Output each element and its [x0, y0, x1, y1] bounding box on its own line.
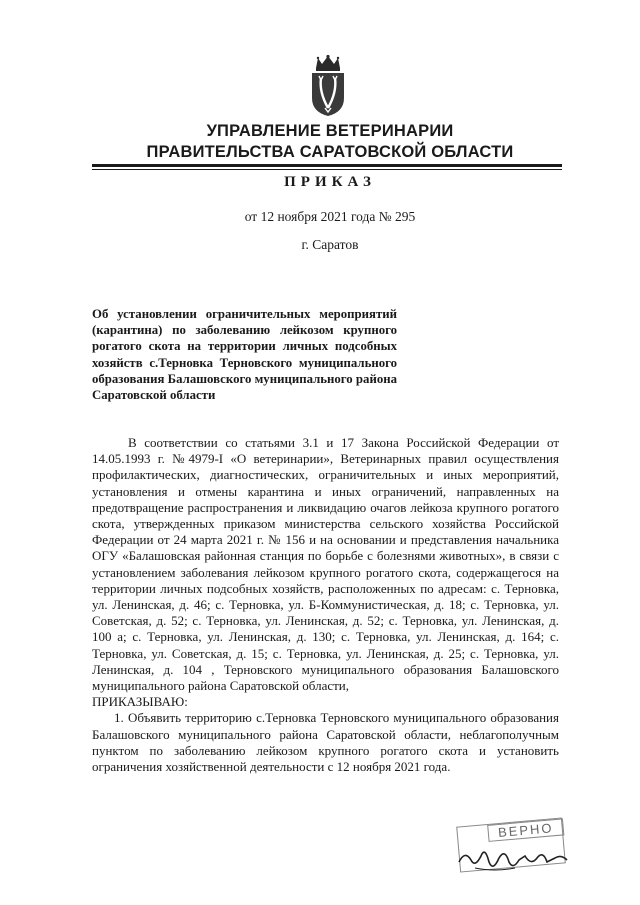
header-divider — [92, 164, 562, 167]
order-item-1: 1. Объявить территорию с.Терновка Терновского муниципального образования Балашовского муниципального района Саратовской области, неблагополучным пунктом по заболеванию лейкозом крупного рогатого скота и установить ограничения хозяйственной деятельности с 12 ноября 2021 года. — [92, 710, 559, 775]
org-line-2: ПРАВИТЕЛЬСТВА САРАТОВСКОЙ ОБЛАСТИ — [146, 143, 514, 161]
document-body — [92, 435, 559, 775]
handwritten-signature — [455, 832, 575, 877]
document-date-number: от 12 ноября 2021 года № 295 — [244, 209, 416, 224]
stamp-text: ВЕРНО — [487, 818, 564, 842]
document-city: г. Саратов — [301, 237, 359, 252]
preamble-paragraph: В соответствии со статьями 3.1 и 17 Закона Российской Федерации от 14.05.1993 г. №4979-I «О ветеринарии», Ветеринарных правил осуществления профилактических, диагностических, ограничительных и иных мероприятий, установления и отмены карантина и иных ограничений, направленных на предотвращение распространения и ликвидацию очагов лейкоза крупного рогатого скота, утвержденных приказом министерства сельского хозяйства Российской Федерации от 24 марта 2021 г. № 156 и на основании и представления начальника ОГУ «Балашовская районная станция по борьбе с болезнями животных», в связи с установлением заболевания лейкозом крупного рогатого скота, содержащегося на территории личных подсобных хозяйств, расположенных по адресам: с. Терновка, ул. Ленинская, д. 46; с. Терновка, ул. Б-Коммунистическая, д. 18; с. Терновка, ул. Советская, д. 52; с. Терновка, ул. Ленинская, д. 52; с. Терновка, ул. Ленинская, д. 100 а; с. Терновка, ул. Ленинская, д. 130; с. Терновка, ул. Ленинская, д. 164; с. Терновка, ул. Советская, д. 15; с. Терновка, ул. Ленинская, д. 25; с. Терновка, ул. Ленинская, д. 104 , Терновского муниципального образования Балашовского муниципального района Саратовской области, — [92, 435, 559, 694]
header-divider-thin — [92, 169, 562, 170]
order-word: ПРИКАЗЫВАЮ: — [92, 694, 188, 710]
document-type: ПРИКАЗ — [284, 174, 376, 190]
saratov-coat-of-arms-icon — [308, 54, 348, 118]
organization-name — [140, 121, 520, 163]
document-subject: Об установлении ограничительных мероприятий (карантина) по заболеванию лейкозом крупного рогатого скота на территории личных подсобных хозяйств с.Терновка Терновского муниципального образования Балашовского муниципального района Саратовской области — [92, 307, 397, 403]
org-line-1: УПРАВЛЕНИЕ ВЕТЕРИНАРИИ — [206, 122, 454, 140]
